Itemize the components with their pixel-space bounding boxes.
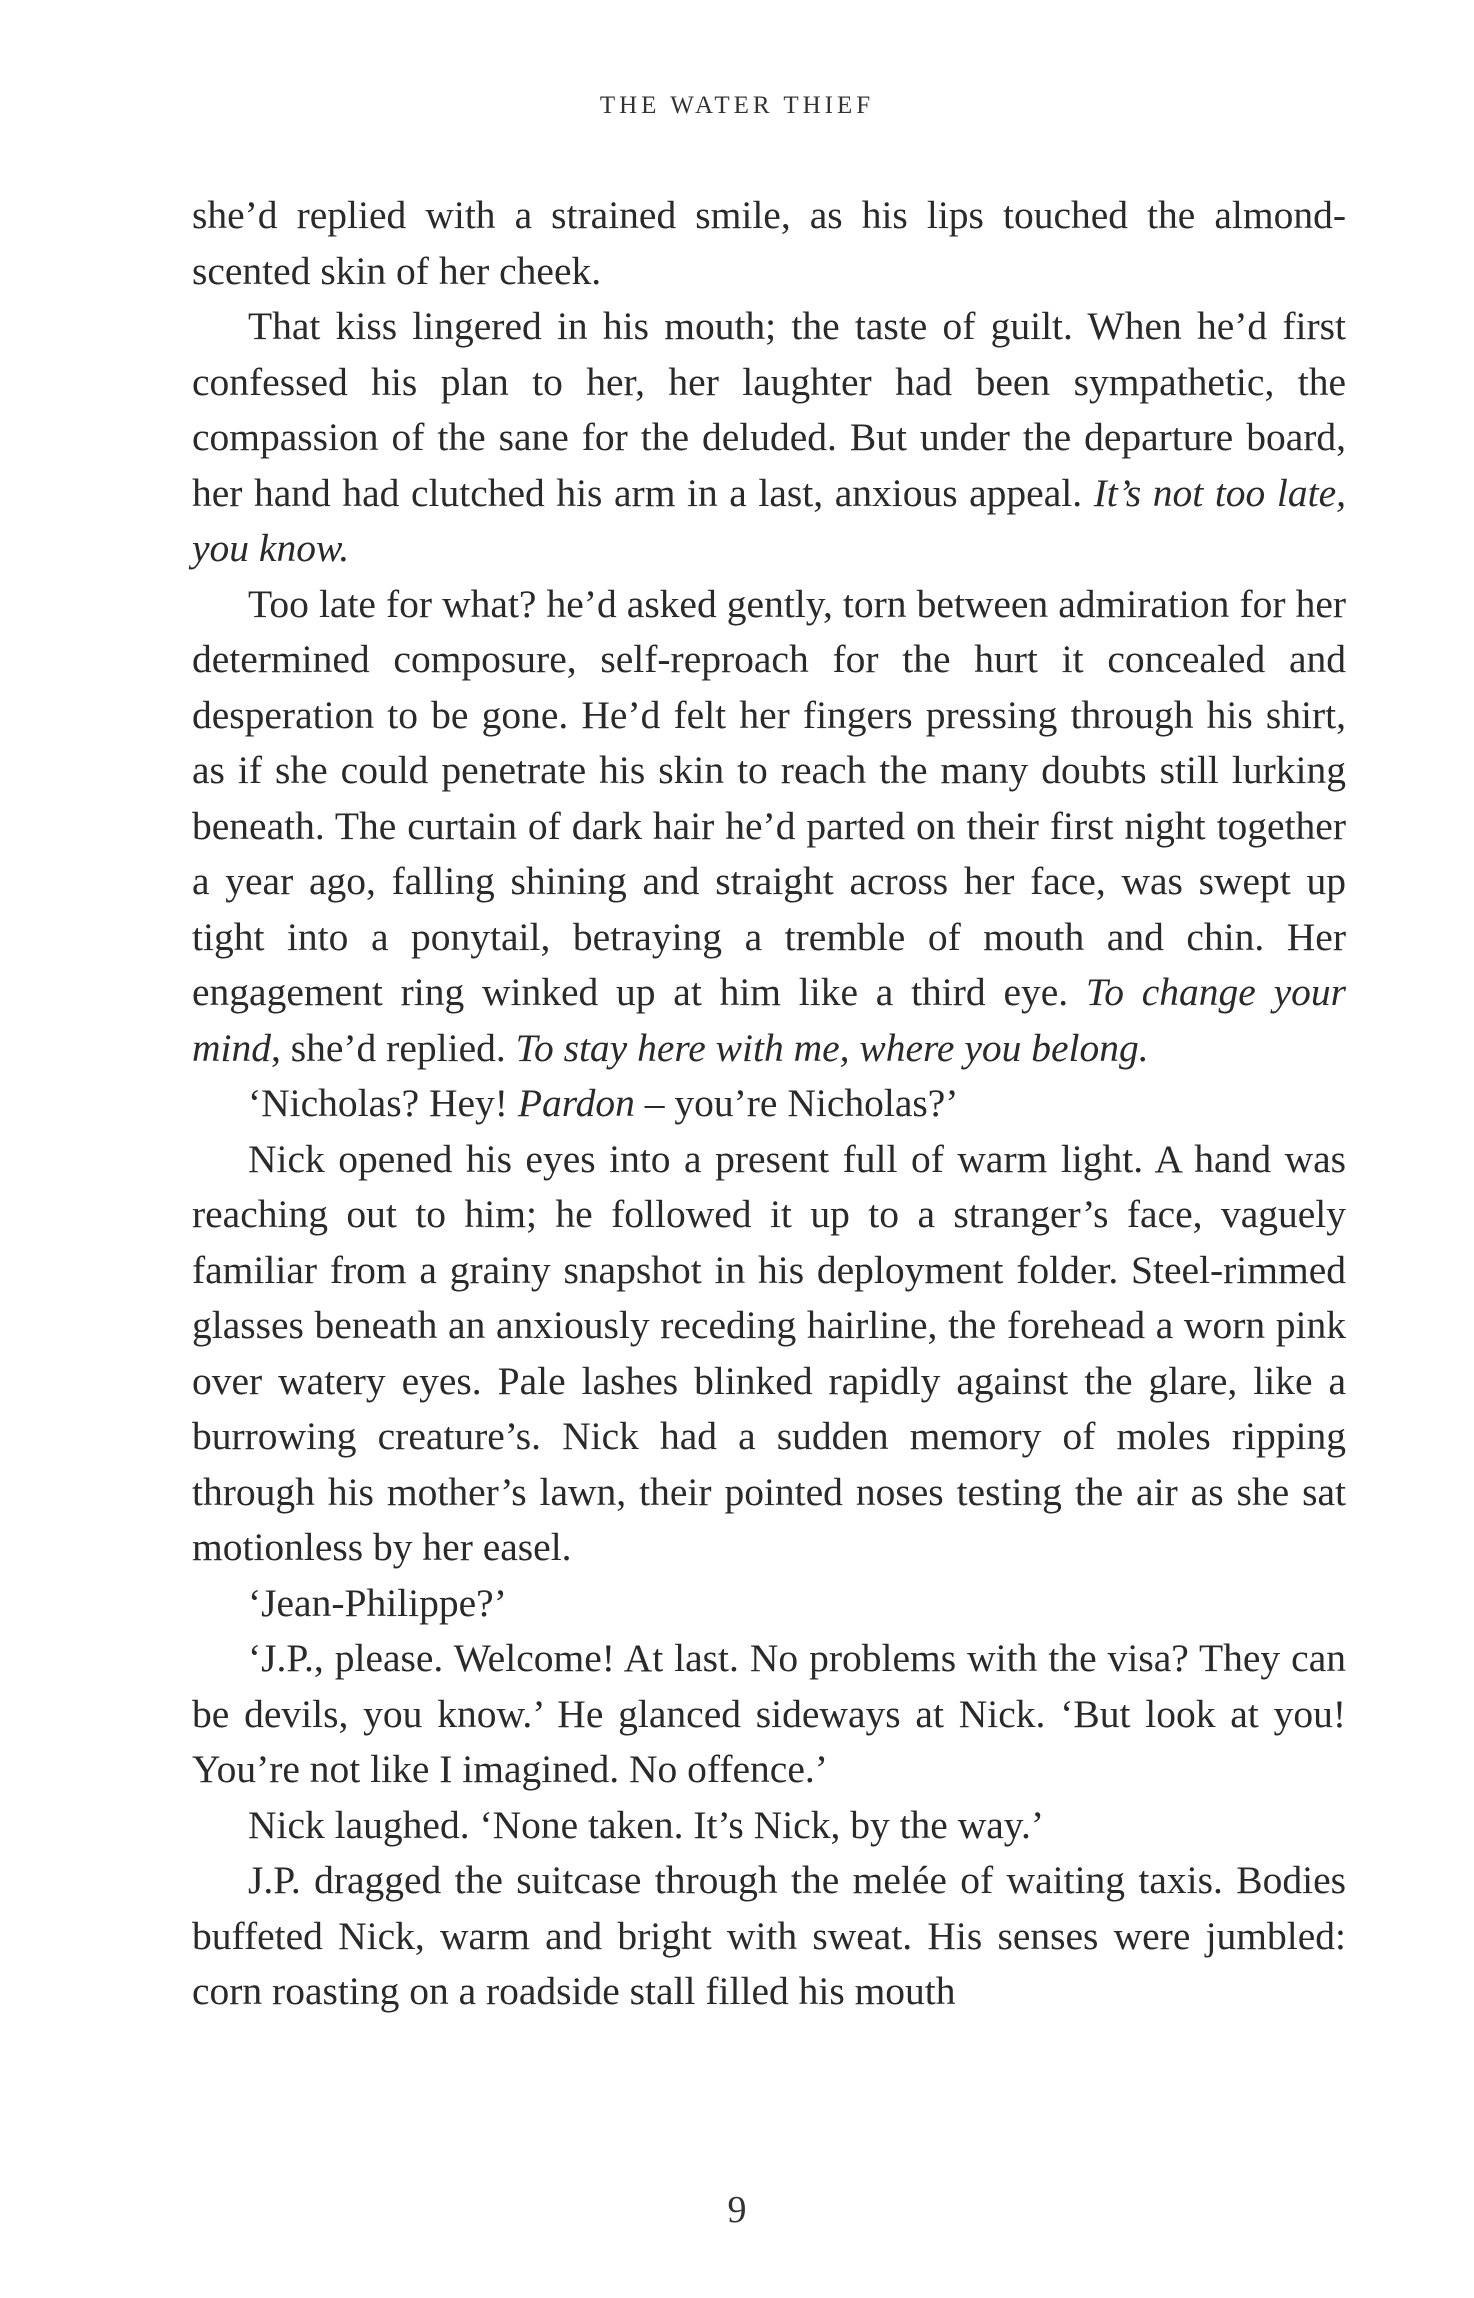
text-run: Nick opened his eyes into a present full of warm light. A hand was reaching out to him; he followed it up to a stranger’s face, vaguely familiar from a grainy snapshot in his deployment folder. Steel-rimmed glasses beneath an anxiously receding hairline, the forehead a worn pink over watery eyes. Pale lashes blinked rapidly against the glare, like a burrowing creature’s. Nick had a sudden memory of moles ripping through his mother’s lawn, their pointed noses testing the air as she sat motionless by her easel. bbox=[192, 1136, 1346, 1569]
text-run: ‘Nicholas? Hey! bbox=[248, 1081, 518, 1125]
paragraph bbox=[192, 1076, 1346, 1132]
page-number: 9 bbox=[727, 2189, 747, 2231]
paragraph bbox=[192, 1853, 1346, 2020]
italic-text: It’s not too late, you know. bbox=[192, 470, 1346, 570]
text-run: – you’re Nicholas?’ bbox=[634, 1081, 959, 1125]
italic-text: To change your mind bbox=[192, 970, 1346, 1070]
text-run: she’d replied with a strained smile, as his lips touched the almond-scented skin of her cheek. bbox=[192, 193, 1346, 293]
paragraph bbox=[192, 1132, 1346, 1576]
text-run: ‘J.P., please. Welcome! At last. No problems with the visa? They can be devils, you know.’ He glanced sideways at Nick. ‘But look at you! You’re not like I imagined. No offence.’ bbox=[192, 1636, 1346, 1791]
running-head: THE WATER THIEF bbox=[599, 92, 875, 119]
body-text bbox=[192, 188, 1346, 2020]
italic-text: To stay here with me, where you belong. bbox=[515, 1025, 1149, 1070]
text-run: That kiss lingered in his mouth; the taste of guilt. When he’d first confessed his plan to her, her laughter had been sympathetic, the compassion of the sane for the deluded. But under the departure board, her hand had clutched his arm in a last, anxious appeal. bbox=[192, 304, 1346, 515]
paragraph bbox=[192, 1576, 1346, 1632]
text-run: Too late for what? he’d asked gently, torn between admiration for her determined composure, self-reproach for the hurt it concealed and desperation to be gone. He’d felt her fingers pressing through his shirt, as if she could penetrate his skin to reach the many doubts still lurking beneath. The curtain of dark hair he’d parted on their first night together a year ago, falling shining and straight across her face, was swept up tight into a ponytail, betraying a tremble of mouth and chin. Her engagement ring winked up at him like a third eye. bbox=[192, 581, 1346, 1014]
paragraph bbox=[192, 188, 1346, 299]
paragraph bbox=[192, 1798, 1346, 1854]
text-run: J.P. dragged the suitcase through the melée of waiting taxis. Bodies buffeted Nick, warm and bright with sweat. His senses were jumbled: corn roasting on a roadside stall filled his mouth bbox=[192, 1858, 1346, 2013]
paragraph bbox=[192, 1631, 1346, 1798]
paragraph bbox=[192, 299, 1346, 577]
text-run: ‘Jean-Philippe?’ bbox=[248, 1580, 507, 1625]
text-run: , she’d replied. bbox=[271, 1025, 516, 1070]
paragraph bbox=[192, 577, 1346, 1077]
text-run: Nick laughed. ‘None taken. It’s Nick, by the way.’ bbox=[248, 1802, 1044, 1847]
italic-text: Pardon bbox=[517, 1081, 635, 1125]
